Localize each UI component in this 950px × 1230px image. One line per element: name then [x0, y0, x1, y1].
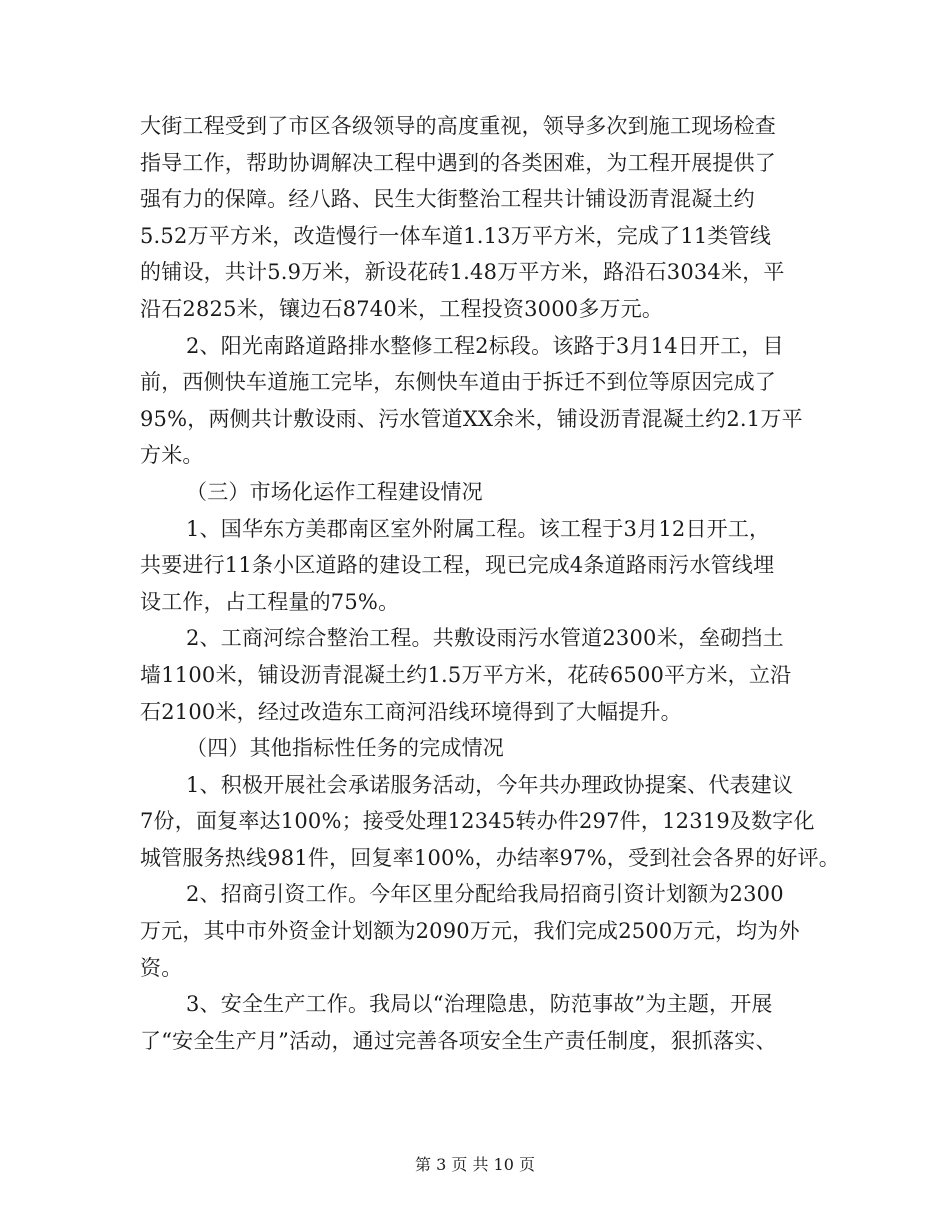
- document-body: [140, 108, 840, 1059]
- text-line: 3、安全生产工作。我局以“治理隐患，防范事故”为主题，开展: [186, 992, 773, 1017]
- text-line: 资。: [140, 955, 183, 980]
- text-line: 95%，两侧共计敷设雨、污水管道XX余米，铺设沥青混凝土约2.1万平: [140, 406, 803, 431]
- text-line: 方米。: [140, 443, 204, 468]
- text-line: 设工作，占工程量的75%。: [140, 589, 400, 614]
- page-footer: 第 3 页 共 10 页: [415, 1155, 535, 1174]
- text-line: 城管服务热线981件，回复率100%，办结率97%，受到社会各界的好评。: [140, 845, 840, 870]
- text-line: 7份，面复率达100%；接受处理12345转办件297件，12319及数字化: [140, 809, 815, 834]
- text-line: 石2100米，经过改造东工商河沿线环境得到了大幅提升。: [140, 699, 682, 724]
- text-line: 2、阳光南路道路排水整修工程2标段。该路于3月14日开工，目: [186, 333, 784, 358]
- text-line: 了“安全生产月”活动，通过完善各项安全生产责任制度，狠抓落实、: [140, 1028, 777, 1053]
- text-line: 指导工作，帮助协调解决工程中遇到的各类困难，为工程开展提供了: [140, 150, 776, 175]
- section-heading: （四）其他指标性任务的完成情况: [186, 736, 504, 761]
- text-line: 的铺设，共计5.9万米，新设花砖1.48万平方米，路沿石3034米，平: [140, 260, 785, 285]
- section-heading: （三）市场化运作工程建设情况: [186, 479, 483, 504]
- text-line: 2、招商引资工作。今年区里分配给我局招商引资计划额为2300: [186, 882, 784, 907]
- text-line: 1、国华东方美郡南区室外附属工程。该工程于3月12日开工，: [186, 516, 771, 541]
- text-line: 前，西侧快车道施工完毕，东侧快车道由于拆迁不到位等原因完成了: [140, 370, 776, 395]
- text-line: 墙1100米，铺设沥青混凝土约1.5万平方米，花砖6500平方米，立沿: [140, 662, 792, 687]
- text-line: 1、积极开展社会承诺服务活动，今年共办理政协提案、代表建议: [186, 772, 794, 797]
- text-line: 5.52万平方米，改造慢行一体车道1.13万平方米，完成了11类管线: [140, 223, 772, 248]
- text-line: 强有力的保障。经八路、民生大街整治工程共计铺设沥青混凝土约: [140, 187, 755, 212]
- text-line: 沿石2825米，镶边石8740米，工程投资3000多万元。: [140, 296, 664, 321]
- text-line: 共要进行11条小区道路的建设工程，现已完成4条道路雨污水管线埋: [140, 553, 775, 578]
- text-line: 2、工商河综合整治工程。共敷设雨污水管道2300米，垒砌挡土: [186, 626, 784, 651]
- text-line: 大街工程受到了市区各级领导的高度重视，领导多次到施工现场检查: [140, 114, 776, 138]
- text-line: 万元，其中市外资金计划额为2090万元，我们完成2500万元，均为外: [140, 919, 800, 944]
